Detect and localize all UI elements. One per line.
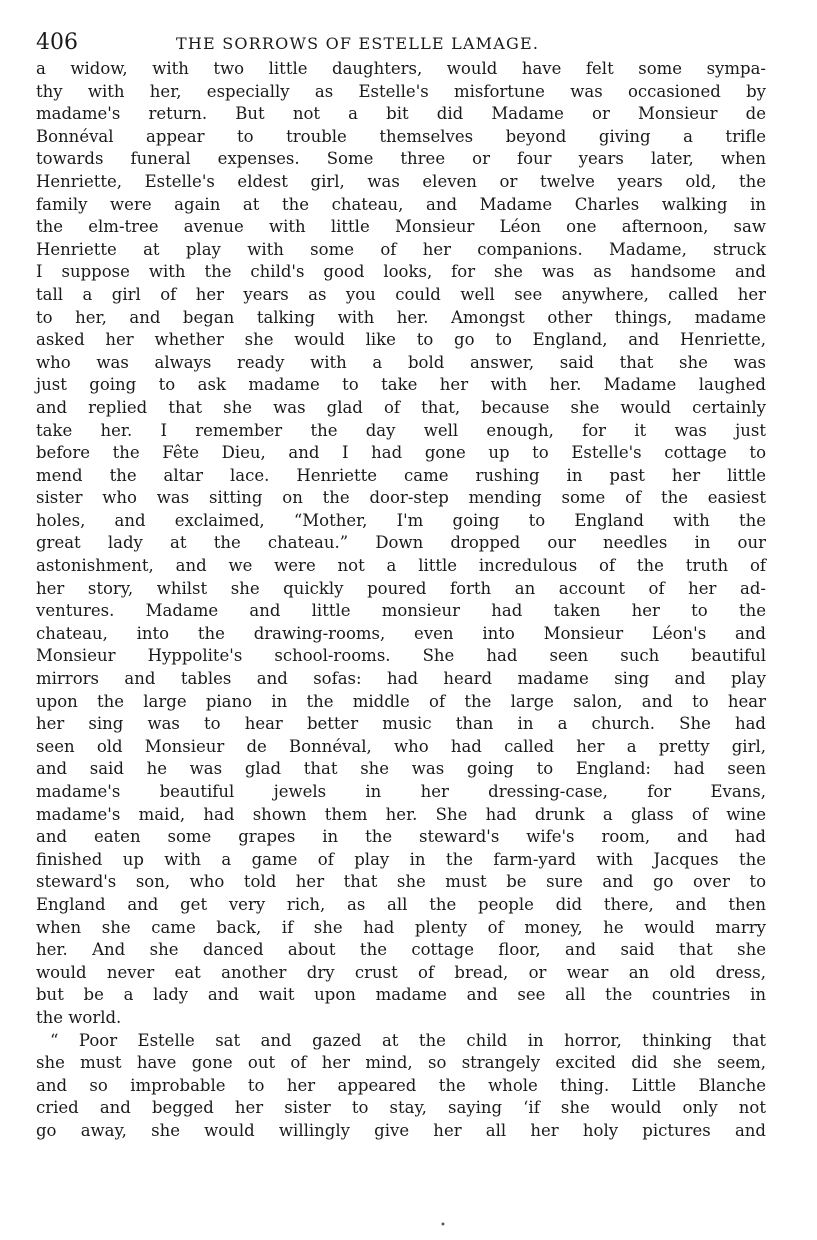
text-line: holes, and exclaimed, “Mother, I'm going to England with the xyxy=(36,510,766,530)
text-line: to her, and began talking with her. Amongst other things, madame xyxy=(36,307,766,327)
text-line: ventures. Madame and little monsieur had taken her to the xyxy=(36,601,766,621)
text-line: and eaten some grapes in the steward's wife's room, and had xyxy=(36,827,766,847)
text-line: mend the altar lace. Henriette came rushing in past her little xyxy=(36,465,766,485)
text-line: asked her whether she would like to go to England, and Henriette, xyxy=(36,330,766,350)
text-line: family were again at the chateau, and Madame Charles walking in xyxy=(36,194,766,214)
text-line: and so improbable to her appeared the whole thing. Little Blanche xyxy=(36,1075,766,1095)
text-line: mirrors and tables and sofas: had heard madame sing and play xyxy=(36,669,766,689)
text-line: go away, she would willingly give her all her holy pictures and xyxy=(36,1120,766,1140)
text-line: madame's return. But not a bit did Madame or Monsieur de xyxy=(36,104,766,124)
text-line: Henriette, Estelle's eldest girl, was eleven or twelve years old, the xyxy=(36,171,766,191)
running-head xyxy=(36,30,766,60)
text-line: when she came back, if she had plenty of money, he would marry xyxy=(36,917,766,937)
text-line: steward's son, who told her that she must be sure and go over to xyxy=(36,872,766,892)
text-line: chateau, into the drawing-rooms, even into Monsieur Léon's and xyxy=(36,623,766,643)
text-line: madame's maid, had shown them her. She had drunk a glass of wine xyxy=(36,804,766,824)
text-line: the world. xyxy=(36,1007,122,1027)
text-line: tall a girl of her years as you could well see anywhere, called her xyxy=(36,284,766,304)
text-line: Henriette at play with some of her companions. Madame, struck xyxy=(36,239,766,259)
text-line: the elm-tree avenue with little Monsieur Léon one afternoon, saw xyxy=(36,217,766,237)
text-line: I suppose with the child's good looks, for she was as handsome and xyxy=(36,262,766,282)
text-line: thy with her, especially as Estelle's misfortune was occasioned by xyxy=(36,81,766,101)
text-line: seen old Monsieur de Bonnéval, who had called her a pretty girl, xyxy=(36,736,766,756)
text-line: just going to ask madame to take her with her. Madame laughed xyxy=(36,375,766,395)
text-line: astonishment, and we were not a little incredulous of the truth of xyxy=(36,556,766,576)
text-line: her sing was to hear better music than in a church. She had xyxy=(36,714,766,734)
text-line: “ Poor Estelle sat and gazed at the child in horror, thinking that xyxy=(50,1030,766,1050)
text-line: would never eat another dry crust of bread, or wear an old dress, xyxy=(36,962,766,982)
text-line: sister who was sitting on the door-step mending some of the easiest xyxy=(36,488,766,508)
printer-mark: • xyxy=(440,1220,446,1231)
text-line: and replied that she was glad of that, because she would certainly xyxy=(36,397,766,417)
text-line: and said he was glad that she was going to England: had seen xyxy=(36,759,766,779)
text-line: a widow, with two little daughters, would have felt some sympa- xyxy=(36,59,766,78)
text-line: towards funeral expenses. Some three or four years later, when xyxy=(36,149,766,169)
text-line: Monsieur Hyppolite's school-rooms. She had seen such beautiful xyxy=(36,646,766,666)
text-line: Bonnéval appear to trouble themselves beyond giving a trifle xyxy=(36,126,766,146)
text-line: who was always ready with a bold answer, said that she was xyxy=(36,352,766,372)
text-line: England and get very rich, as all the people did there, and then xyxy=(36,894,766,914)
page-number: 406 xyxy=(36,30,78,55)
text-line: cried and begged her sister to stay, saying ‘if she would only not xyxy=(36,1098,766,1118)
body-text xyxy=(36,58,766,1143)
text-line: finished up with a game of play in the farm-yard with Jacques the xyxy=(36,849,766,869)
text-line: take her. I remember the day well enough, for it was just xyxy=(36,420,766,440)
text-line: she must have gone out of her mind, so strangely excited did she seem, xyxy=(36,1053,766,1073)
text-line: her story, whilst she quickly poured forth an account of her ad- xyxy=(36,578,766,598)
text-line: great lady at the chateau.” Down dropped our needles in our xyxy=(36,533,766,553)
text-line: her. And she danced about the cottage floor, and said that she xyxy=(36,940,766,960)
text-line: upon the large piano in the middle of the large salon, and to hear xyxy=(36,691,766,711)
running-title: THE SORROWS OF ESTELLE LAMAGE. xyxy=(176,34,540,53)
text-line: before the Fête Dieu, and I had gone up to Estelle's cottage to xyxy=(36,443,766,463)
text-line: madame's beautiful jewels in her dressing-case, for Evans, xyxy=(36,782,766,801)
book-page xyxy=(36,30,766,1143)
text-line: but be a lady and wait upon madame and see all the countries in xyxy=(36,985,766,1005)
